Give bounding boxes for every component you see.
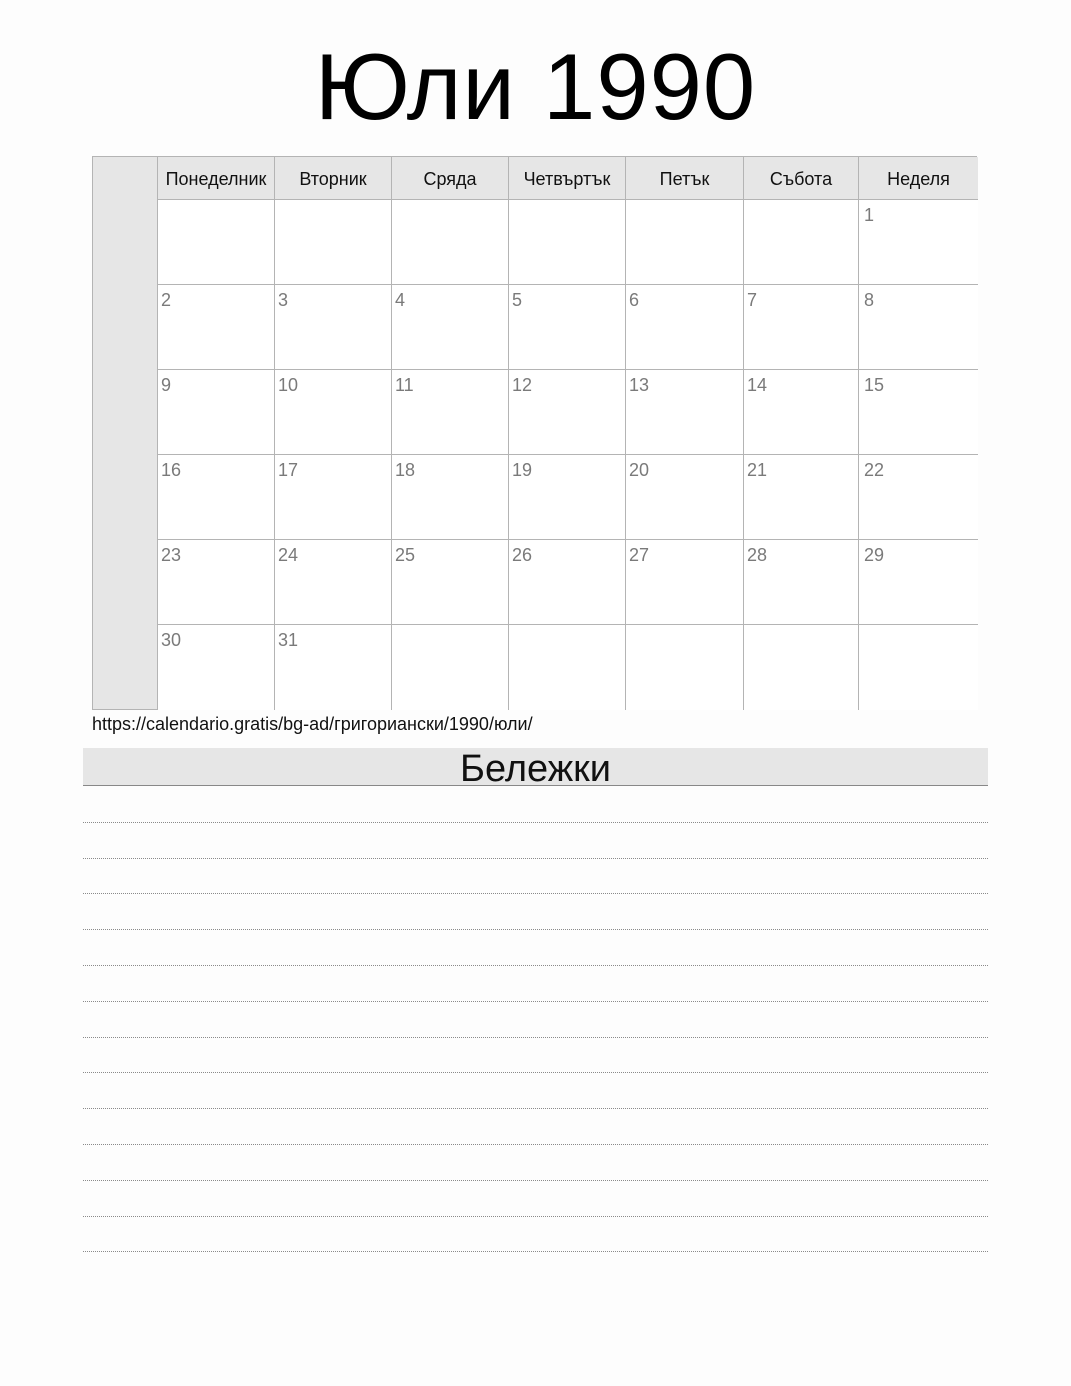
day-cell (509, 370, 626, 455)
day-cell (509, 625, 626, 710)
day-cell (859, 285, 978, 370)
day-number: 10 (278, 375, 299, 395)
day-number: 22 (864, 460, 885, 480)
day-number: 20 (629, 460, 650, 480)
source-url: https://calendario.gratis/bg-ad/григориански/1990/юли/ (92, 714, 533, 734)
day-cell (744, 540, 859, 625)
day-cell (392, 625, 509, 710)
day-number: 18 (395, 460, 416, 480)
day-number: 29 (864, 545, 885, 565)
day-cell (744, 455, 859, 540)
note-line (83, 1180, 988, 1181)
day-cell (509, 200, 626, 285)
note-line (83, 965, 988, 966)
day-cell (509, 285, 626, 370)
day-number: 2 (161, 290, 172, 310)
calendar-grid (92, 156, 977, 710)
day-cell (158, 540, 275, 625)
day-cell (275, 625, 392, 710)
day-number: 27 (629, 545, 650, 565)
day-cell (859, 455, 978, 540)
day-cell (275, 455, 392, 540)
day-cell (392, 455, 509, 540)
day-number: 12 (512, 375, 533, 395)
note-line (83, 893, 988, 894)
weekday-header: Сряда (392, 157, 509, 200)
day-cell (275, 200, 392, 285)
note-line (83, 1251, 988, 1252)
day-cell (392, 285, 509, 370)
day-cell (626, 625, 744, 710)
note-line (83, 858, 988, 859)
day-cell (158, 625, 275, 710)
day-number: 13 (629, 375, 650, 395)
note-line (83, 1216, 988, 1217)
day-cell (626, 455, 744, 540)
day-number: 11 (395, 375, 414, 395)
day-number: 31 (278, 630, 299, 650)
day-cell (626, 370, 744, 455)
day-cell (275, 370, 392, 455)
day-number: 4 (395, 290, 406, 310)
day-number: 28 (747, 545, 768, 565)
day-number: 24 (278, 545, 299, 565)
day-cell (859, 200, 978, 285)
day-cell (626, 200, 744, 285)
day-number: 16 (161, 460, 182, 480)
day-cell (275, 285, 392, 370)
day-cell (626, 540, 744, 625)
day-cell (744, 200, 859, 285)
day-cell (859, 540, 978, 625)
note-line (83, 1144, 988, 1145)
note-line (83, 1001, 988, 1002)
day-number: 14 (747, 375, 768, 395)
day-number: 1 (864, 205, 875, 225)
page-title: Юли 1990 (314, 34, 757, 139)
day-cell (158, 455, 275, 540)
day-cell (509, 540, 626, 625)
day-cell (392, 370, 509, 455)
weekday-header: Петък (626, 157, 744, 200)
day-cell (626, 285, 744, 370)
day-number: 7 (747, 290, 758, 310)
day-number: 6 (629, 290, 640, 310)
day-number: 8 (864, 290, 875, 310)
day-number: 3 (278, 290, 289, 310)
week-number-column (93, 157, 158, 709)
day-cell (859, 625, 978, 710)
day-cell (744, 285, 859, 370)
day-number: 25 (395, 545, 416, 565)
day-number: 19 (512, 460, 533, 480)
day-cell (158, 370, 275, 455)
weekday-header: Събота (744, 157, 859, 200)
day-number: 26 (512, 545, 533, 565)
note-line (83, 1072, 988, 1073)
day-cell (859, 370, 978, 455)
day-number: 5 (512, 290, 523, 310)
day-number: 17 (278, 460, 299, 480)
weekday-header: Вторник (275, 157, 392, 200)
day-cell (275, 540, 392, 625)
weekday-header: Понеделник (158, 157, 275, 200)
day-number: 23 (161, 545, 182, 565)
day-cell (158, 200, 275, 285)
weekday-header: Неделя (859, 157, 978, 200)
day-number: 21 (747, 460, 768, 480)
day-number: 15 (864, 375, 885, 395)
day-number: 9 (161, 375, 172, 395)
day-cell (158, 285, 275, 370)
note-line (83, 1037, 988, 1038)
notes-header: Бележки (83, 748, 988, 786)
note-line (83, 822, 988, 823)
note-line (83, 929, 988, 930)
day-cell (509, 455, 626, 540)
note-line (83, 1108, 988, 1109)
day-cell (392, 200, 509, 285)
weekday-header: Четвъртък (509, 157, 626, 200)
day-cell (744, 370, 859, 455)
day-number: 30 (161, 630, 182, 650)
day-cell (744, 625, 859, 710)
day-cell (392, 540, 509, 625)
